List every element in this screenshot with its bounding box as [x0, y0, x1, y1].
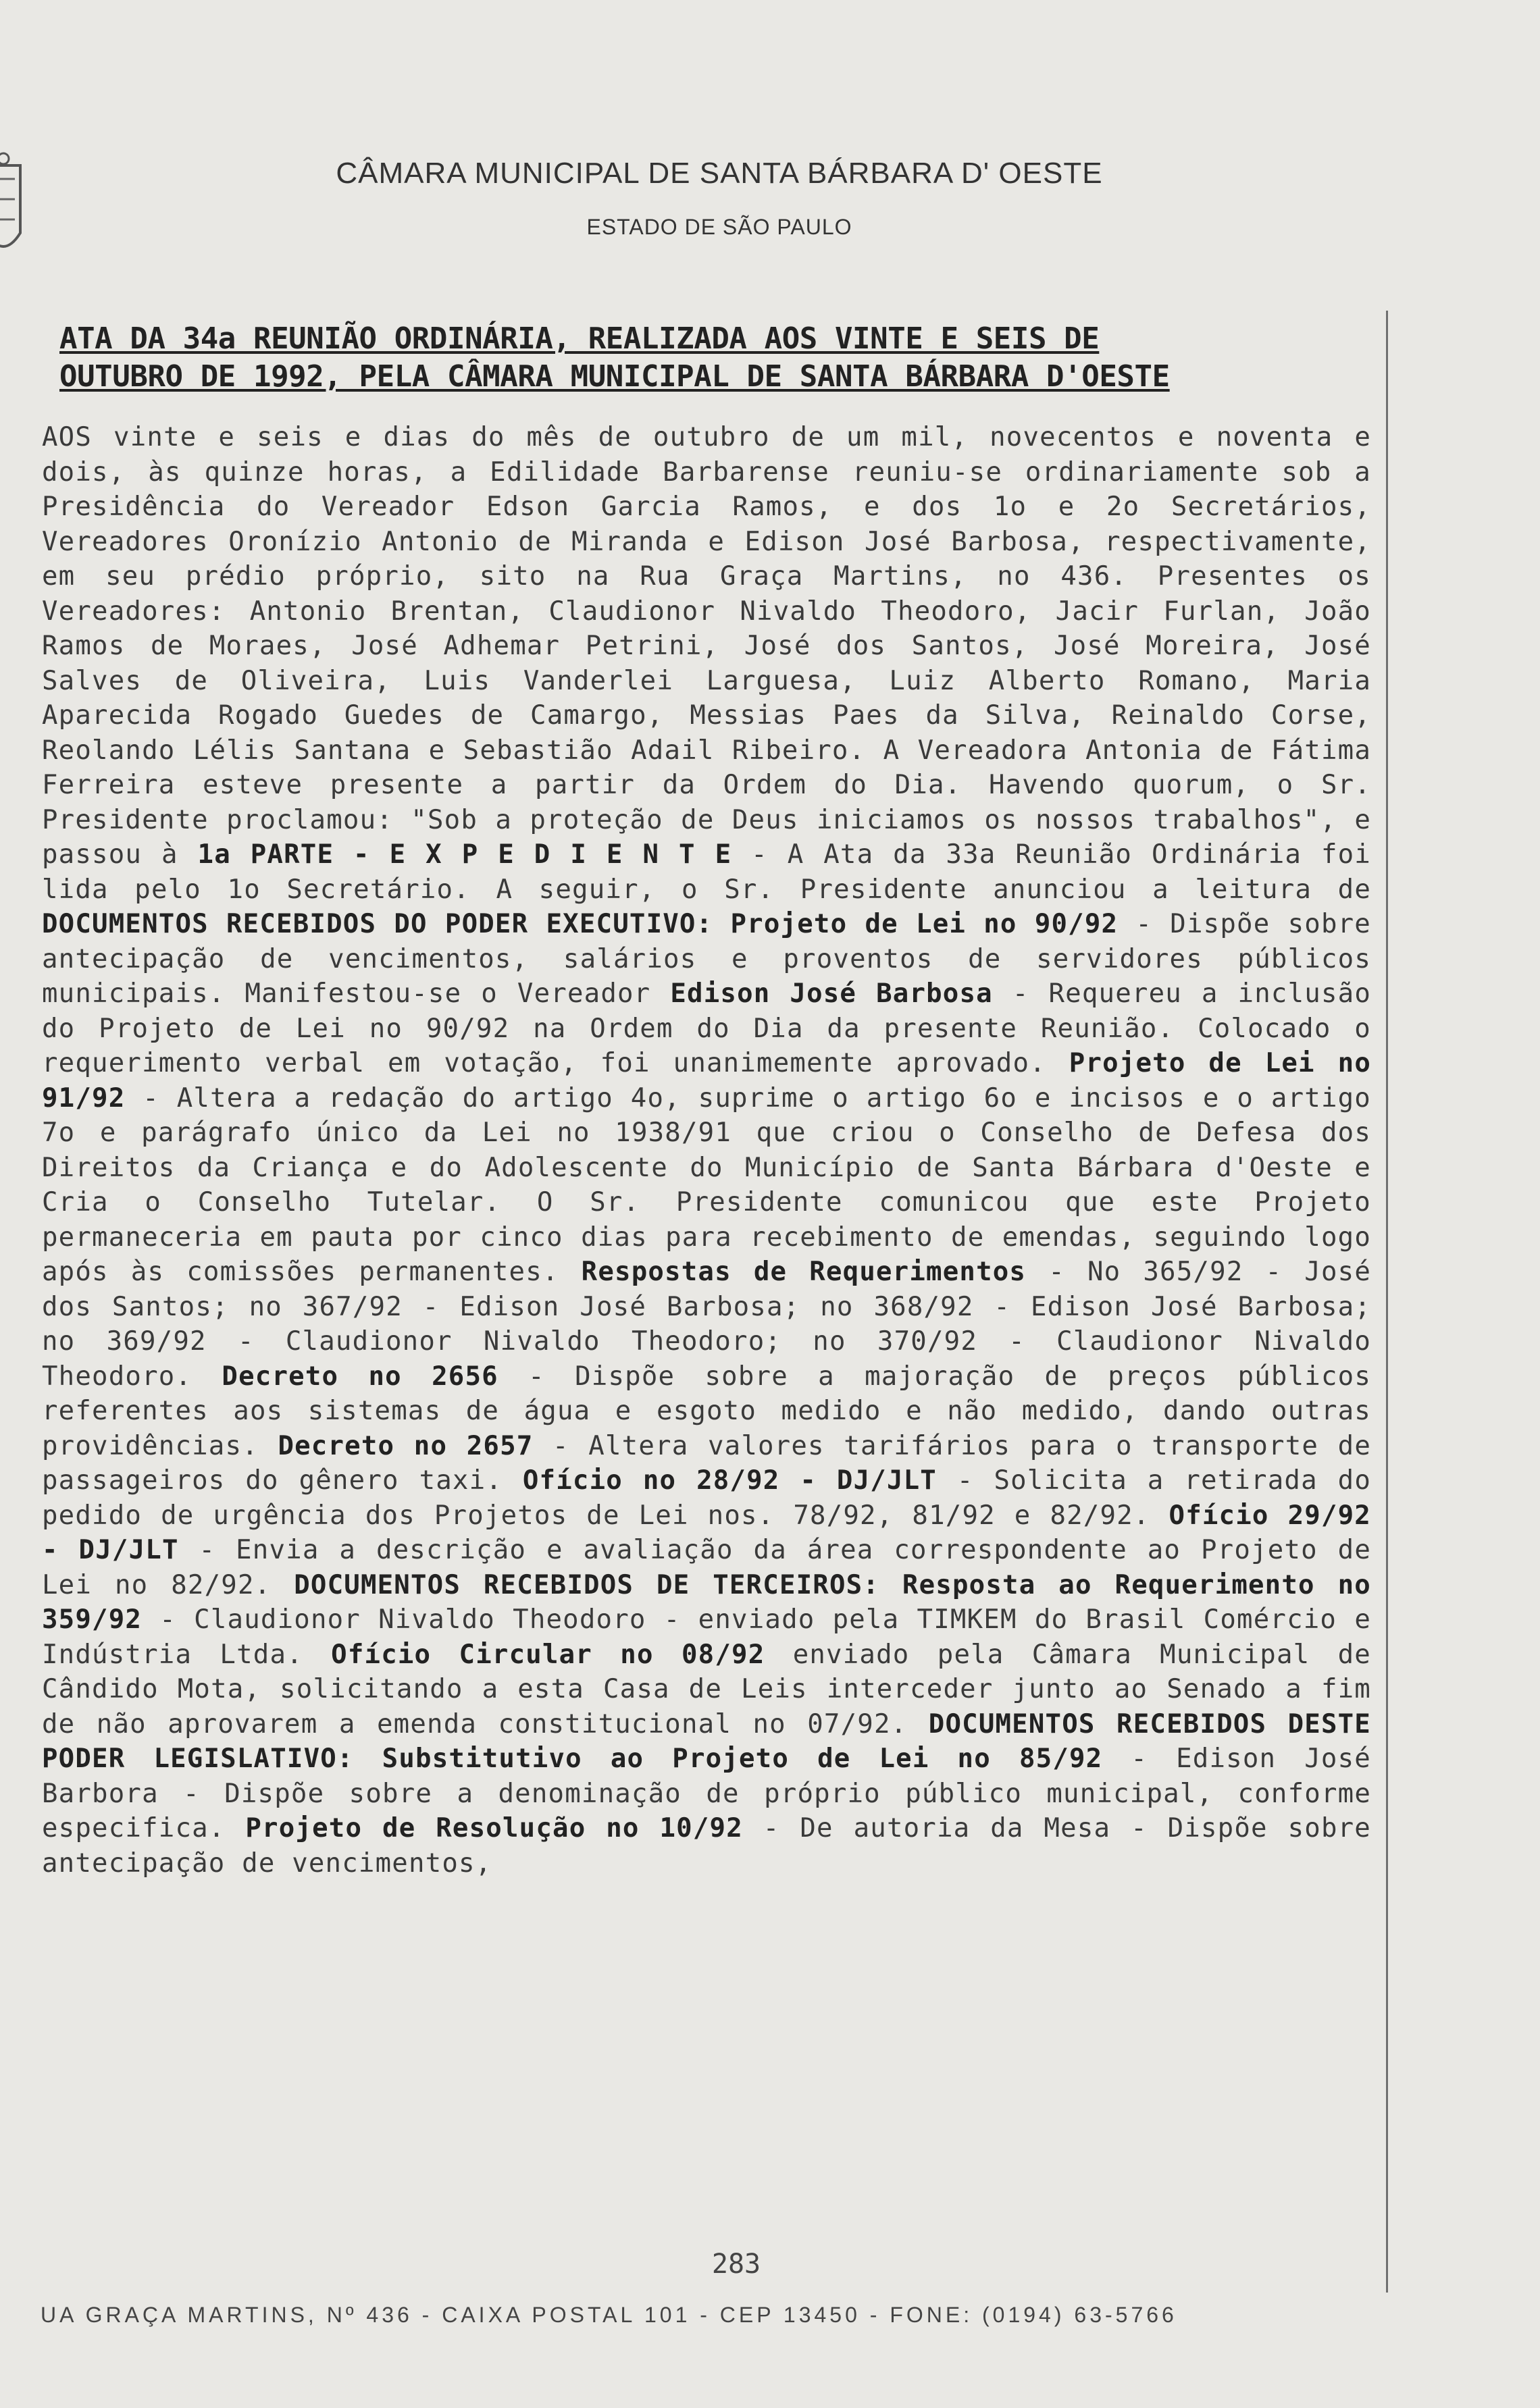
- body-heading-segment: Decreto no 2657: [278, 1430, 534, 1461]
- document-title-line-1: ATA DA 34a REUNIÃO ORDINÁRIA, REALIZADA AOS VINTE E SEIS DE: [59, 321, 1100, 356]
- body-text-segment: - Envia a descrição e avaliação da área correspondente ao Projeto de Lei no 82/92.: [42, 1535, 1371, 1600]
- body-heading-segment: Ofício Circular no 08/92: [331, 1639, 765, 1670]
- body-heading-segment: Ofício no 28/92 - DJ/JLT: [522, 1465, 937, 1496]
- body-text-segment: - No 365/92 - José dos Santos; no 367/92 - Edison José Barbosa; no 368/92 - Edison José Barbosa; no 369/92 - Claudionor Nivaldo Theodoro; no 370/92 - Claudionor Nivaldo Theodoro.: [42, 1257, 1371, 1392]
- letterhead-subtitle: ESTADO DE SÃO PAULO: [586, 215, 852, 239]
- body-heading-segment: 1a PARTE - E X P E D I E N T E: [197, 839, 732, 870]
- letterhead-title: CÂMARA MUNICIPAL DE SANTA BÁRBARA D' OESTE: [336, 157, 1103, 190]
- minutes-body-text: [42, 420, 1371, 1881]
- body-text-segment: - Dispõe sobre a majoração de preços públicos referentes aos sistemas de água e esgoto medido e não medido, dando outras providências.: [42, 1361, 1371, 1461]
- body-text-segment: - Altera valores tarifários para o transporte de passageiros do gênero taxi.: [42, 1430, 1371, 1496]
- body-heading-segment: DOCUMENTOS RECEBIDOS DE TERCEIROS: Resposta ao Requerimento no 359/92: [42, 1569, 1371, 1635]
- body-text-segment: - Altera a redação do artigo 4o, suprime o artigo 6o e incisos e o artigo 7o e parágrafo único da Lei no 1938/91 que criou o Conselho de Defesa dos Direitos da Criança e do Adolescente do Município de Santa Bárbara d'Oeste e Cria o Conselho Tutelar. O Sr. Presidente comunicou que este Projeto permaneceria em pauta por cinco dias para recebimento de emendas, seguindo logo após às comissões permanentes.: [42, 1082, 1371, 1287]
- document-title: [59, 320, 1356, 396]
- body-heading-segment: Respostas de Requerimentos: [581, 1257, 1027, 1287]
- body-text-segment: - Edison José Barbora - Dispõe sobre a denominação de próprio público municipal, conforme especifica.: [42, 1744, 1371, 1843]
- margin-rule: [1386, 311, 1388, 2293]
- body-text-segment: - Solicita a retirada do pedido de urgência dos Projetos de Lei nos. 78/92, 81/92 e 82/92.: [42, 1465, 1372, 1531]
- body-text-segment: - A Ata da 33a Reunião Ordinária foi lida pelo 1o Secretário. A seguir, o Sr. Presidente anunciou a leitura de: [42, 839, 1371, 905]
- page-number: 283: [711, 2249, 761, 2280]
- body-text-segment: - Requereu a inclusão do Projeto de Lei no 90/92 na Ordem do Dia da presente Reunião. Colocado o requerimento verbal em votação, foi unanimemente aprovado.: [42, 978, 1371, 1078]
- body-heading-segment: Decreto no 2656: [222, 1361, 498, 1392]
- footer-address: UA GRAÇA MARTINS, Nº 436 - CAIXA POSTAL 101 - CEP 13450 - FONE: (0194) 63-5766: [41, 2303, 1177, 2327]
- body-heading-segment: Edison José Barbosa: [670, 978, 993, 1009]
- body-text-segment: - Dispõe sobre antecipação de vencimentos, salários e proventos de servidores públicos municipais. Manifestou-se o Vereador: [42, 909, 1371, 1009]
- body-text-segment: enviado pela Câmara Municipal de Cândido Mota, solicitando a esta Casa de Leis interceder junto ao Senado a fim de não aprovarem a emenda constitucional no 07/92.: [42, 1639, 1371, 1739]
- body-text-segment: AOS vinte e seis e dias do mês de outubro de um mil, novecentos e noventa e dois, às quinze horas, a Edilidade Barbarense reuniu-se ordinariamente sob a Presidência do Vereador Edson Garcia Ramos, e dos 1o e 2o Secretários, Vereadores Oronízio Antonio de Miranda e Edison José Barbosa, respectivamente, em seu prédio próprio, sito na Rua Graça Martins, no 436. Presentes os Vereadores: Antonio Brentan, Claudionor Nivaldo Theodoro, Jacir Furlan, João Ramos de Moraes, José Adhemar Petrini, José dos Santos, José Moreira, José Salves de Oliveira, Luis Vanderlei Larguesa, Luiz Alberto Romano, Maria Aparecida Rogado Guedes de Camargo, Messias Paes da Silva, Reinaldo Corse, Reolando Lélis Santana e Sebastião Adail Ribeiro. A Vereadora Antonia de Fátima Ferreira esteve presente a partir da Ordem do Dia. Havendo quorum, o Sr. Presidente proclamou: "Sob a proteção de Deus iniciamos os nossos trabalhos", e passou à: [42, 422, 1371, 870]
- body-heading-segment: Ofício 29/92 - DJ/JLT: [42, 1500, 1371, 1565]
- body-heading-segment: Projeto de Resolução no 10/92: [245, 1813, 743, 1843]
- body-heading-segment: DOCUMENTOS RECEBIDOS DESTE PODER LEGISLATIVO: Substitutivo ao Projeto de Lei no 85/92: [42, 1708, 1371, 1774]
- body-text-segment: - Claudionor Nivaldo Theodoro - enviado pela TIMKEM do Brasil Comércio e Indústria Ltda.: [42, 1604, 1371, 1670]
- document-title-line-2: OUTUBRO DE 1992, PELA CÂMARA MUNICIPAL DE SANTA BÁRBARA D'OESTE: [59, 359, 1170, 394]
- body-heading-segment: DOCUMENTOS RECEBIDOS DO PODER EXECUTIVO: Projeto de Lei no 90/92: [42, 909, 1119, 939]
- body-heading-segment: Projeto de Lei no 91/92: [42, 1048, 1372, 1114]
- body-text-segment: - De autoria da Mesa - Dispõe sobre antecipação de vencimentos,: [42, 1813, 1371, 1879]
